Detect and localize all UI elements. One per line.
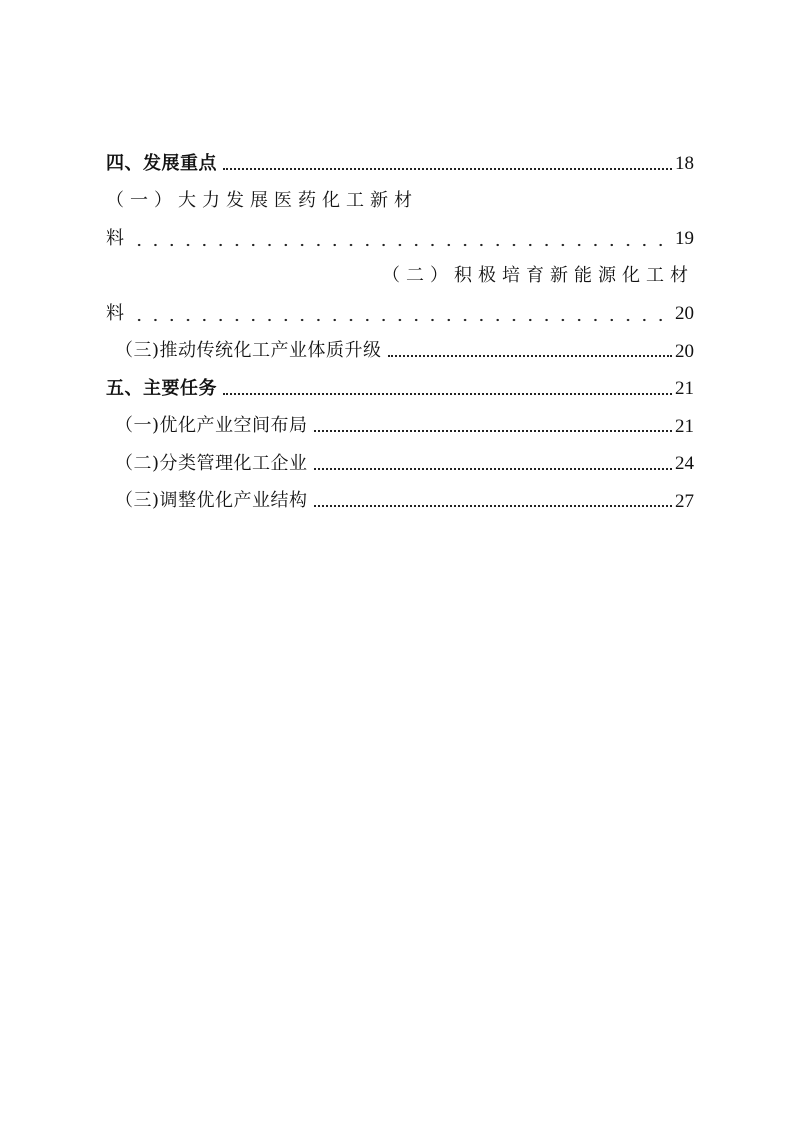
toc-entry-label: （一）大力发展医药化工新材 [106,190,418,212]
toc-entry-label: （二）积极培育新能源化工材 [382,265,694,287]
toc-page-number: 20 [675,340,694,362]
toc-page-number: 21 [675,415,694,437]
toc-entry-traditional-upgrade[interactable] [106,333,694,371]
toc-entry-new-energy-materials[interactable] [106,258,694,296]
toc-page-number: 27 [675,490,694,512]
dot-leader [223,168,672,170]
toc-page-number: 21 [675,378,694,400]
table-of-contents [106,145,694,520]
toc-entry-spatial-layout[interactable] [106,408,694,446]
dot-leader [314,505,672,507]
toc-entry-label: 五、主要任务 [106,377,217,399]
dot-leader [131,318,673,322]
toc-entry-label: 四、发展重点 [106,152,217,174]
toc-entry-new-energy-materials-cont[interactable] [106,295,694,333]
toc-page-number: 20 [675,303,694,325]
toc-entry-main-tasks[interactable] [106,370,694,408]
toc-page-number: 18 [675,153,694,175]
dot-leader [314,430,672,432]
toc-page-number: 24 [675,453,694,475]
toc-entry-label: 料 [106,302,125,324]
toc-entry-label: （三)推动传统化工产业体质升级 [115,340,382,362]
toc-page-number: 19 [675,228,694,250]
toc-entry-pharma-materials-cont[interactable] [106,220,694,258]
toc-entry-label: （一)优化产业空间布局 [115,415,308,437]
toc-entry-development-focus[interactable] [106,145,694,183]
dot-leader [131,243,673,247]
toc-entry-pharma-materials[interactable] [106,183,694,221]
dot-leader [223,393,672,395]
toc-entry-label: （三)调整优化产业结构 [115,490,308,512]
dot-leader [314,468,672,470]
toc-entry-label: （二)分类管理化工企业 [115,452,308,474]
toc-entry-industry-structure[interactable] [106,483,694,521]
dot-leader [388,355,672,357]
toc-entry-enterprise-management[interactable] [106,445,694,483]
toc-entry-label: 料 [106,227,125,249]
